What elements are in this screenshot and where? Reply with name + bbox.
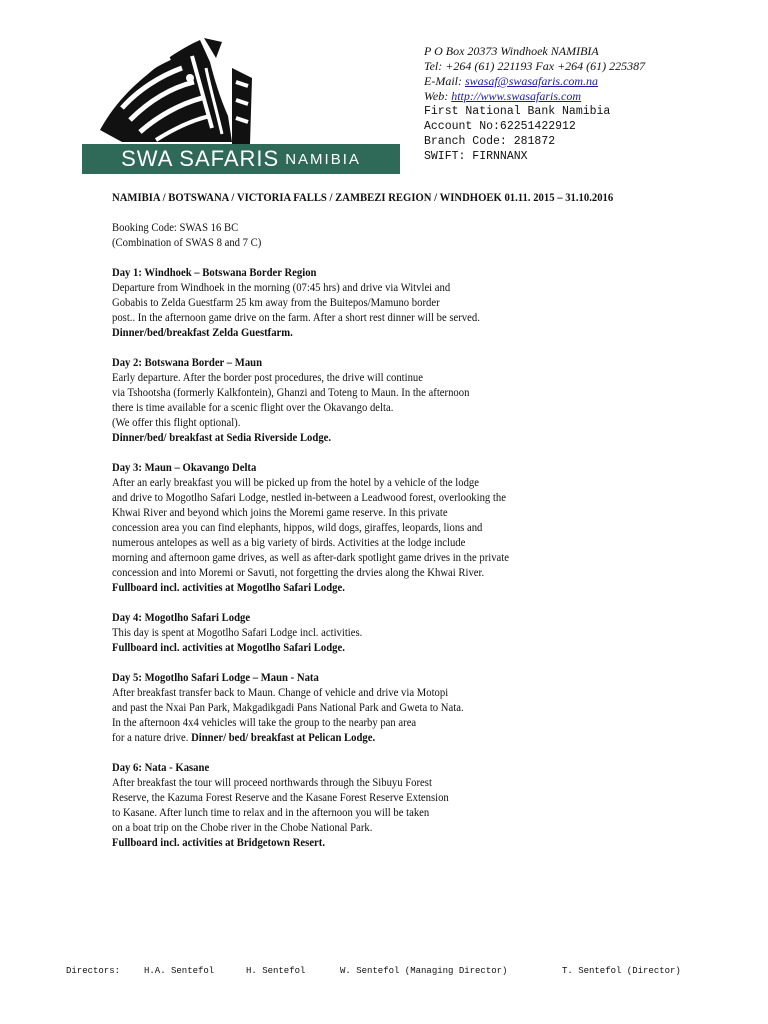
day-heading: Day 1: Windhoek – Botswana Border Region (112, 266, 317, 279)
web-line (424, 89, 754, 104)
day-text-line: After breakfast the tour will proceed northwards through the Sibuyu Forest (112, 776, 432, 789)
day-text-line: there is time available for a scenic flight over the Okavango delta. (112, 401, 394, 414)
director-name: T. Sentefol (Director) (562, 966, 681, 976)
day-text-line (112, 730, 627, 745)
day-text-line: concession and into Moremi or Savuti, not forgetting the drvies along the Khwai River. (112, 566, 485, 579)
day-text-line: Departure from Windhoek in the morning (07:45 hrs) and drive via Witvlei and (112, 281, 451, 294)
day-3 (112, 460, 627, 595)
day-heading: Day 2: Botswana Border – Maun (112, 356, 263, 369)
day-text-line: and past the Nxai Pan Park, Makgadikgadi Pans National Park and Gweta to Nata. (112, 701, 464, 714)
day-board: Dinner/bed/breakfast Zelda Guestfarm. (112, 326, 293, 339)
web-label: Web: (424, 89, 452, 103)
company-logo (82, 38, 400, 174)
day-heading: Day 5: Mogotlho Safari Lodge – Maun - Nata (112, 671, 319, 684)
day-text-line: post.. In the afternoon game drive on the farm. After a short rest dinner will be served. (112, 311, 480, 324)
booking-combination: (Combination of SWAS 8 and 7 C) (112, 236, 262, 249)
account-number: Account No:62251422912 (424, 120, 576, 133)
branch-code: Branch Code: 281872 (424, 135, 556, 148)
day-6 (112, 760, 627, 850)
itinerary (112, 190, 627, 850)
director-name: H. Sentefol (246, 966, 306, 976)
day-text-plain: for a nature drive. (112, 731, 192, 744)
directors-label: Directors: (66, 966, 121, 976)
day-text-line: Reserve, the Kazuma Forest Reserve and the Kasane Forest Reserve Extension (112, 791, 449, 804)
day-heading: Day 4: Mogotlho Safari Lodge (112, 611, 251, 624)
day-text-line: via Tshootsha (formerly Kalkfontein), Ghanzi and Toteng to Maun. In the afternoon (112, 386, 470, 399)
phone-fax: Tel: +264 (61) 221193 Fax +264 (61) 225387 (424, 59, 646, 73)
day-text-line: After breakfast transfer back to Maun. Change of vehicle and drive via Motopi (112, 686, 449, 699)
day-4 (112, 610, 627, 655)
day-1 (112, 265, 627, 340)
day-text-line: This day is spent at Mogotlho Safari Lodge incl. activities. (112, 626, 363, 639)
logo-banner (82, 144, 400, 174)
day-heading: Day 6: Nata - Kasane (112, 761, 210, 774)
web-link[interactable]: http://www.swasafaris.com (451, 89, 582, 103)
day-board: Fullboard incl. activities at Mogotlho Safari Lodge. (112, 581, 345, 594)
zebra-head-icon (82, 38, 252, 144)
day-text-line: concession area you can find elephants, hippos, wild dogs, giraffes, leopards, lions and (112, 521, 483, 534)
day-heading: Day 3: Maun – Okavango Delta (112, 461, 257, 474)
day-board: Fullboard incl. activities at Bridgetown Resert. (112, 836, 326, 849)
day-text-line: Khwai River and beyond which joins the Moremi game reserve. In this private (112, 506, 448, 519)
director-name: H.A. Sentefol (144, 966, 215, 976)
day-text-line: In the afternoon 4x4 vehicles will take the group to the nearby pan area (112, 716, 417, 729)
day-text-line: numerous antelopes as well as a big variety of birds. Activities at the lodge include (112, 536, 466, 549)
contact-block (424, 44, 754, 164)
day-2 (112, 355, 627, 445)
tour-title: NAMIBIA / BOTSWANA / VICTORIA FALLS / ZAMBEZI REGION / WINDHOEK 01.11. 2015 – 31.10.2016 (112, 191, 614, 204)
logo-name: SWA SAFARIS (121, 146, 280, 171)
day-5 (112, 670, 627, 745)
email-line (424, 74, 754, 89)
director-name: W. Sentefol (Managing Director) (340, 966, 508, 976)
email-link[interactable]: swasaf@swasafaris.com.na (465, 74, 599, 88)
po-box: P O Box 20373 Windhoek NAMIBIA (424, 44, 599, 58)
day-board: Dinner/ bed/ breakfast at Pelican Lodge. (191, 731, 376, 744)
day-text-line: (We offer this flight optional). (112, 416, 241, 429)
day-board: Dinner/bed/ breakfast at Sedia Riverside Lodge. (112, 431, 332, 444)
logo-country: NAMIBIA (285, 150, 361, 168)
day-text-line: to Kasane. After lunch time to relax and in the afternoon you will be taken (112, 806, 430, 819)
directors-footer (66, 966, 706, 980)
day-text-line: Early departure. After the border post procedures, the drive will continue (112, 371, 423, 384)
day-text-line: morning and afternoon game drives, as well as after-dark spotlight game drives in the private (112, 551, 509, 564)
bank-name: First National Bank Namibia (424, 105, 611, 118)
swift-code: SWIFT: FIRNNANX (424, 150, 528, 163)
day-board: Fullboard incl. activities at Mogotlho Safari Lodge. (112, 641, 345, 654)
day-text-line: on a boat trip on the Chobe river in the Chobe National Park. (112, 821, 373, 834)
booking-code: Booking Code: SWAS 16 BC (112, 221, 239, 234)
day-text-line: After an early breakfast you will be picked up from the hotel by a vehicle of the lodge (112, 476, 479, 489)
day-text-line: and drive to Mogotlho Safari Lodge, nestled in-between a Leadwood forest, overlooking the (112, 491, 506, 504)
day-text-line: Gobabis to Zelda Guestfarm 25 km away from the Buitepos/Mamuno border (112, 296, 440, 309)
email-label: E-Mail: (424, 74, 465, 88)
